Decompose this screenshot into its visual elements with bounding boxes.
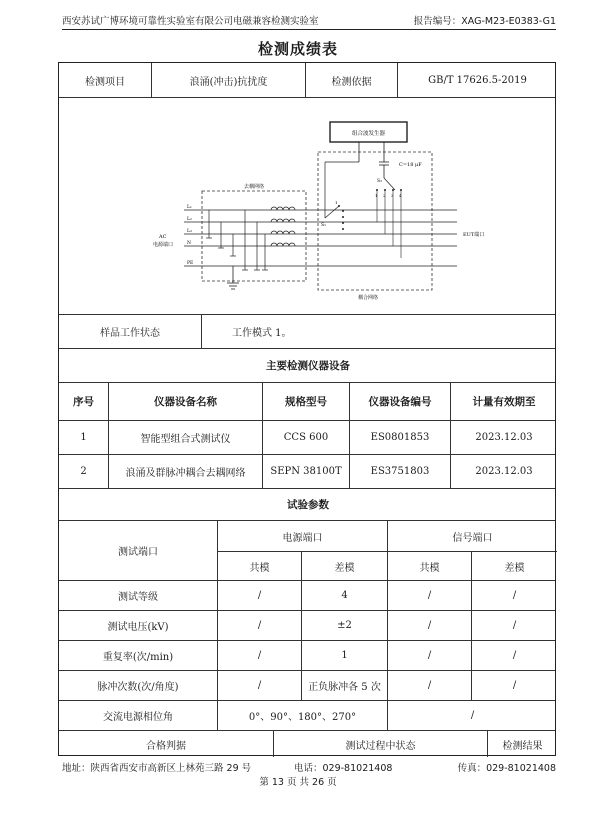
params-header-row: 测试端口 电源端口 信号端口 共模 差模 共模 差模 [59,520,555,580]
page-number: 第 13 页 共 26 页 [259,777,337,788]
test-basis-value: GB/T 17626.5-2019 [397,63,557,97]
svg-text:N: N [187,241,191,246]
capacitor-label: C=18 μF [399,162,422,168]
port-label: 测试端口 [118,547,158,558]
test-item-value: 浪涌(冲击)抗扰度 [151,63,305,97]
table-row: 1 智能型组合式测试仪 CCS 600 ES0801853 2023.12.03 [59,420,555,454]
svg-text:AC: AC [159,234,167,240]
svg-text:L₃: L₃ [187,229,192,234]
report-number: 报告编号：XAG-M23-E0383-G1 [413,16,556,27]
svg-text:S₁: S₁ [321,223,326,228]
generator-label: 组合波发生器 [351,131,386,137]
power-port-label: 电源端口 [153,242,174,248]
svg-text:2: 2 [383,193,386,198]
coupling-label: 耦合网络 [357,295,379,301]
sample-state-label: 样品工作状态 [100,328,160,339]
footer-phone: 电话：029-81021408 [294,763,393,774]
sample-state-row [59,314,555,348]
decoupling-label: 去耦网络 [243,184,265,190]
test-item-label: 检测项目 [85,76,125,88]
signal-port-header: 信号端口 [387,521,557,551]
verdict-row: 合格判据 测试过程中状态 检测结果 [59,730,555,757]
decoupling-network-box [202,191,306,281]
table-row: 脉冲次数(次/角度) / 正负脉冲各 5 次 / / [59,670,555,700]
svg-text:1: 1 [375,193,378,198]
svg-text:L₂: L₂ [187,217,192,222]
params-section-row [59,488,555,520]
power-port-header: 电源端口 [217,521,387,551]
table-row: 测试等级 / 4 / / [59,580,555,610]
test-basis-label: 检测依据 [305,63,397,97]
svg-text:4: 4 [399,193,402,198]
instruments-section-title: 主要检测仪器设备 [266,360,350,372]
params-section-title: 试验参数 [287,499,329,511]
footer-address: 地址：陕西省西安市高新区上林苑三路 29 号 [62,763,252,774]
circuit-diagram [59,97,555,314]
footer-fax: 传真：029-81021408 [457,763,556,774]
svg-text:PE: PE [187,261,194,266]
test-item-row [59,63,555,97]
coupling-network-box [318,152,432,290]
table-row: 测试电压(kV) / ±2 / / [59,610,555,640]
page-title: 检测成绩表 [257,40,338,58]
svg-text:3: 3 [391,193,394,198]
table-row: 重复率(次/min) / 1 / / [59,640,555,670]
sample-state-value: 工作模式 1。 [201,315,557,348]
test-record-table [58,62,556,756]
page-footer [62,760,556,774]
phase-row: 交流电源相位角 0°、90°、180°、270° / [59,700,555,730]
svg-text:S₂: S₂ [377,179,382,184]
table-row: 2 浪涌及群脉冲耦合去耦网络 SEPN 38100T ES3751803 2023.12.03 [59,454,555,488]
lab-name: 西安苏试广博环境可靠性实验室有限公司电磁兼容检测实验室 [62,16,319,27]
svg-text:1: 1 [335,200,338,205]
instruments-section-row [59,348,555,382]
eut-port-label: EUT端口 [463,232,485,238]
svg-text:L₁: L₁ [187,205,192,210]
instruments-header-row: 序号 仪器设备名称 规格型号 仪器设备编号 计量有效期至 [59,382,555,420]
page-header [62,8,556,30]
